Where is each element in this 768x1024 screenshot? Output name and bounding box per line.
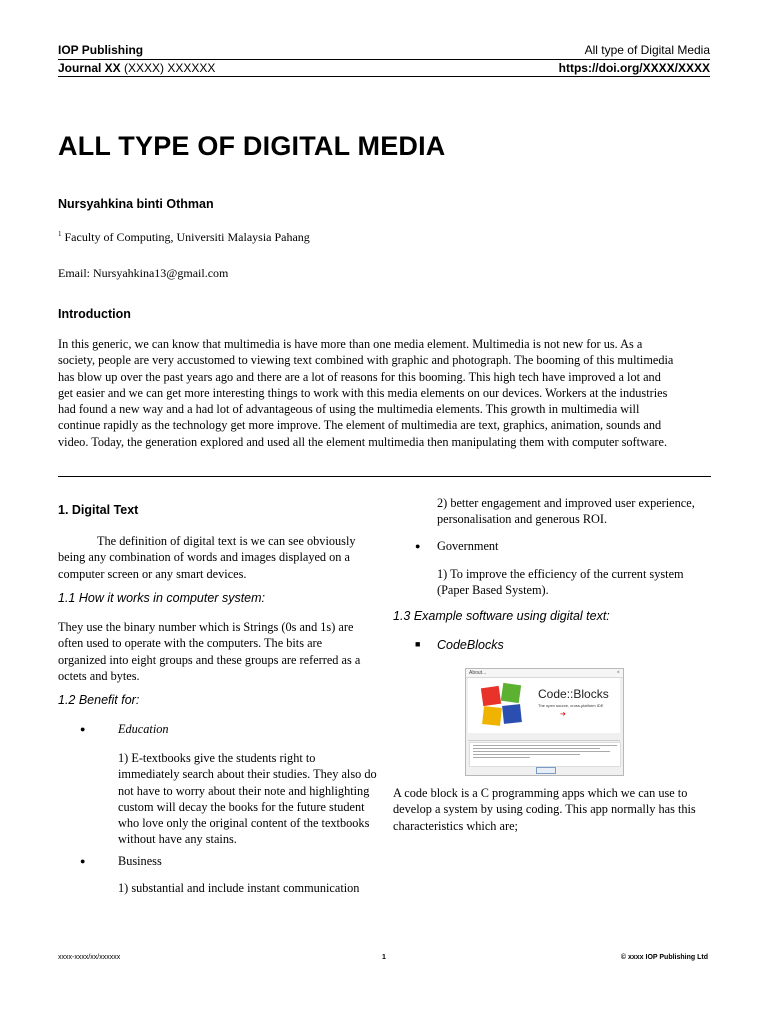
bullet-government: Government	[437, 539, 499, 553]
text-line: 2) better engagement and improved user experience,	[437, 496, 695, 510]
text-line: A code block is a C programming apps which we can use to	[393, 786, 688, 800]
header-rule	[58, 59, 710, 60]
red-arrow-icon: ➔	[560, 710, 566, 718]
bullet-dot-icon: ●	[80, 856, 86, 866]
text-line: get easier and we can get more interesting things to work with this media elements on our devices. Workers at the industries	[58, 385, 668, 400]
dialog-text-area	[469, 742, 621, 767]
affiliation: $^1$ Faculty of Computing, Universiti Malaysia Pahang	[58, 230, 310, 244]
logo-blue-square	[502, 704, 522, 724]
text-line: personalisation and generous ROI.	[437, 512, 608, 527]
text-line: who love only the original content of the textbooks	[118, 816, 370, 831]
text-line: In this generic, we can know that multimedia is have more than one media element. Multimedia is not new for us. As a	[58, 337, 643, 351]
page-number: 1	[382, 954, 386, 961]
logo-green-square	[501, 683, 521, 703]
bullet-dot-icon: ●	[80, 724, 86, 734]
text-line: society, people are very accustomed to viewing text combined with graphic and photograph. The booming of this multimedia	[58, 353, 674, 368]
codeblock-paragraph	[393, 785, 696, 834]
running-title: All type of Digital Media	[584, 43, 710, 57]
business-line: 1) substantial and include instant communication	[118, 881, 360, 895]
business-continued-paragraph	[437, 495, 695, 528]
text-line: organized into eight groups and these groups are referred as a	[58, 652, 361, 667]
paper-title: ALL TYPE OF DIGITAL MEDIA	[58, 131, 446, 161]
bullet-codeblocks: CodeBlocks	[437, 638, 504, 652]
text-line: custom will decay the books for the future student	[118, 799, 365, 814]
header-rule-bottom	[58, 76, 710, 77]
footer-copyright: © xxxx IOP Publishing Ltd	[620, 954, 708, 961]
text-line: had found a new way and a had lot of advantageous of using the multimedia elements. This growth in multimedia will	[58, 402, 640, 417]
bullet-education: Education	[118, 722, 169, 736]
education-paragraph	[118, 750, 377, 848]
text-line: develop a system by using coding. This app normally has this	[393, 802, 696, 817]
bullet-dot-icon: ●	[415, 541, 421, 551]
text-line: 1) To improve the efficiency of the current system	[437, 567, 684, 581]
text-line: They use the binary number which is Strings (0s and 1s) are	[58, 620, 354, 634]
text-line: has blow up over the past years ago and there are a lot of reasons for this booming. This high tech have improved a lot and	[58, 369, 661, 384]
codeblocks-logo	[480, 681, 522, 725]
publisher-name: IOP Publishing	[58, 43, 144, 57]
introduction-heading: Introduction	[58, 307, 131, 321]
logo-yellow-square	[482, 706, 502, 726]
text-line: video. Today, the generation explored and used all the element multimedia then manipulating them with computer software.	[58, 434, 668, 449]
author-email: Email: Nursyahkina13@gmail.com	[58, 266, 229, 280]
text-line: 1) E-textbooks give the students right to	[118, 751, 316, 765]
codeblocks-screenshot	[465, 668, 624, 776]
square-bullet-icon: ■	[415, 639, 421, 649]
text-placeholder-line	[473, 751, 610, 752]
text-placeholder-line	[473, 757, 530, 758]
text-line: continue rapidly as the technology get more improve. The element of multimedia are text, graphics, animation, sounds and	[58, 418, 662, 433]
app-tagline: The open source, cross-platform IDE	[538, 703, 604, 708]
definition-paragraph	[58, 533, 356, 582]
subheading-how-it-works: 1.1 How it works in computer system:	[58, 591, 266, 605]
dialog-titlebar	[466, 669, 623, 678]
section-divider	[58, 476, 711, 477]
journal-reference: Journal XX (XXXX) XXXXXX	[58, 61, 216, 75]
footer-issn: xxxx-xxxx/xx/xxxxxx	[58, 954, 121, 961]
bullet-business: Business	[118, 854, 162, 868]
text-line: immediately search about their studies. They also do	[118, 767, 377, 782]
text-line: characteristics which are;	[393, 818, 518, 833]
text-line: without have any stains.	[118, 832, 237, 847]
introduction-paragraph	[58, 336, 718, 450]
text-line: computer screen or any smart devices.	[58, 566, 247, 581]
text-line: being any combination of words and images displayed on a	[58, 550, 350, 565]
text-line: (Paper Based System).	[437, 583, 549, 598]
logo-red-square	[481, 686, 501, 706]
ok-button	[536, 767, 556, 774]
how-it-works-paragraph	[58, 619, 360, 684]
dialog-tabs	[468, 735, 620, 741]
subheading-benefit: 1.2 Benefit for:	[58, 693, 140, 707]
text-line: The definition of digital text is we can see obviously	[97, 534, 356, 548]
subheading-example-software: 1.3 Example software using digital text:	[393, 609, 610, 623]
text-line: not have to worry about their note and highlighting	[118, 783, 370, 798]
dialog-banner	[468, 678, 620, 733]
government-paragraph	[437, 566, 684, 599]
app-name: Code::Blocks	[538, 687, 609, 701]
text-line: often used to operate with the computers. The bits are	[58, 636, 323, 651]
text-placeholder-line	[473, 745, 617, 746]
text-placeholder-line	[473, 754, 580, 755]
dialog-title: About...	[469, 670, 487, 676]
doi-link[interactable]: https://doi.org/XXXX/XXXX	[558, 61, 710, 75]
text-placeholder-line	[473, 748, 600, 749]
close-icon: ×	[616, 670, 620, 676]
text-line: octets and bytes.	[58, 668, 140, 683]
author-name: Nursyahkina binti Othman	[58, 197, 214, 211]
section-heading-digital-text: 1. Digital Text	[58, 503, 139, 517]
